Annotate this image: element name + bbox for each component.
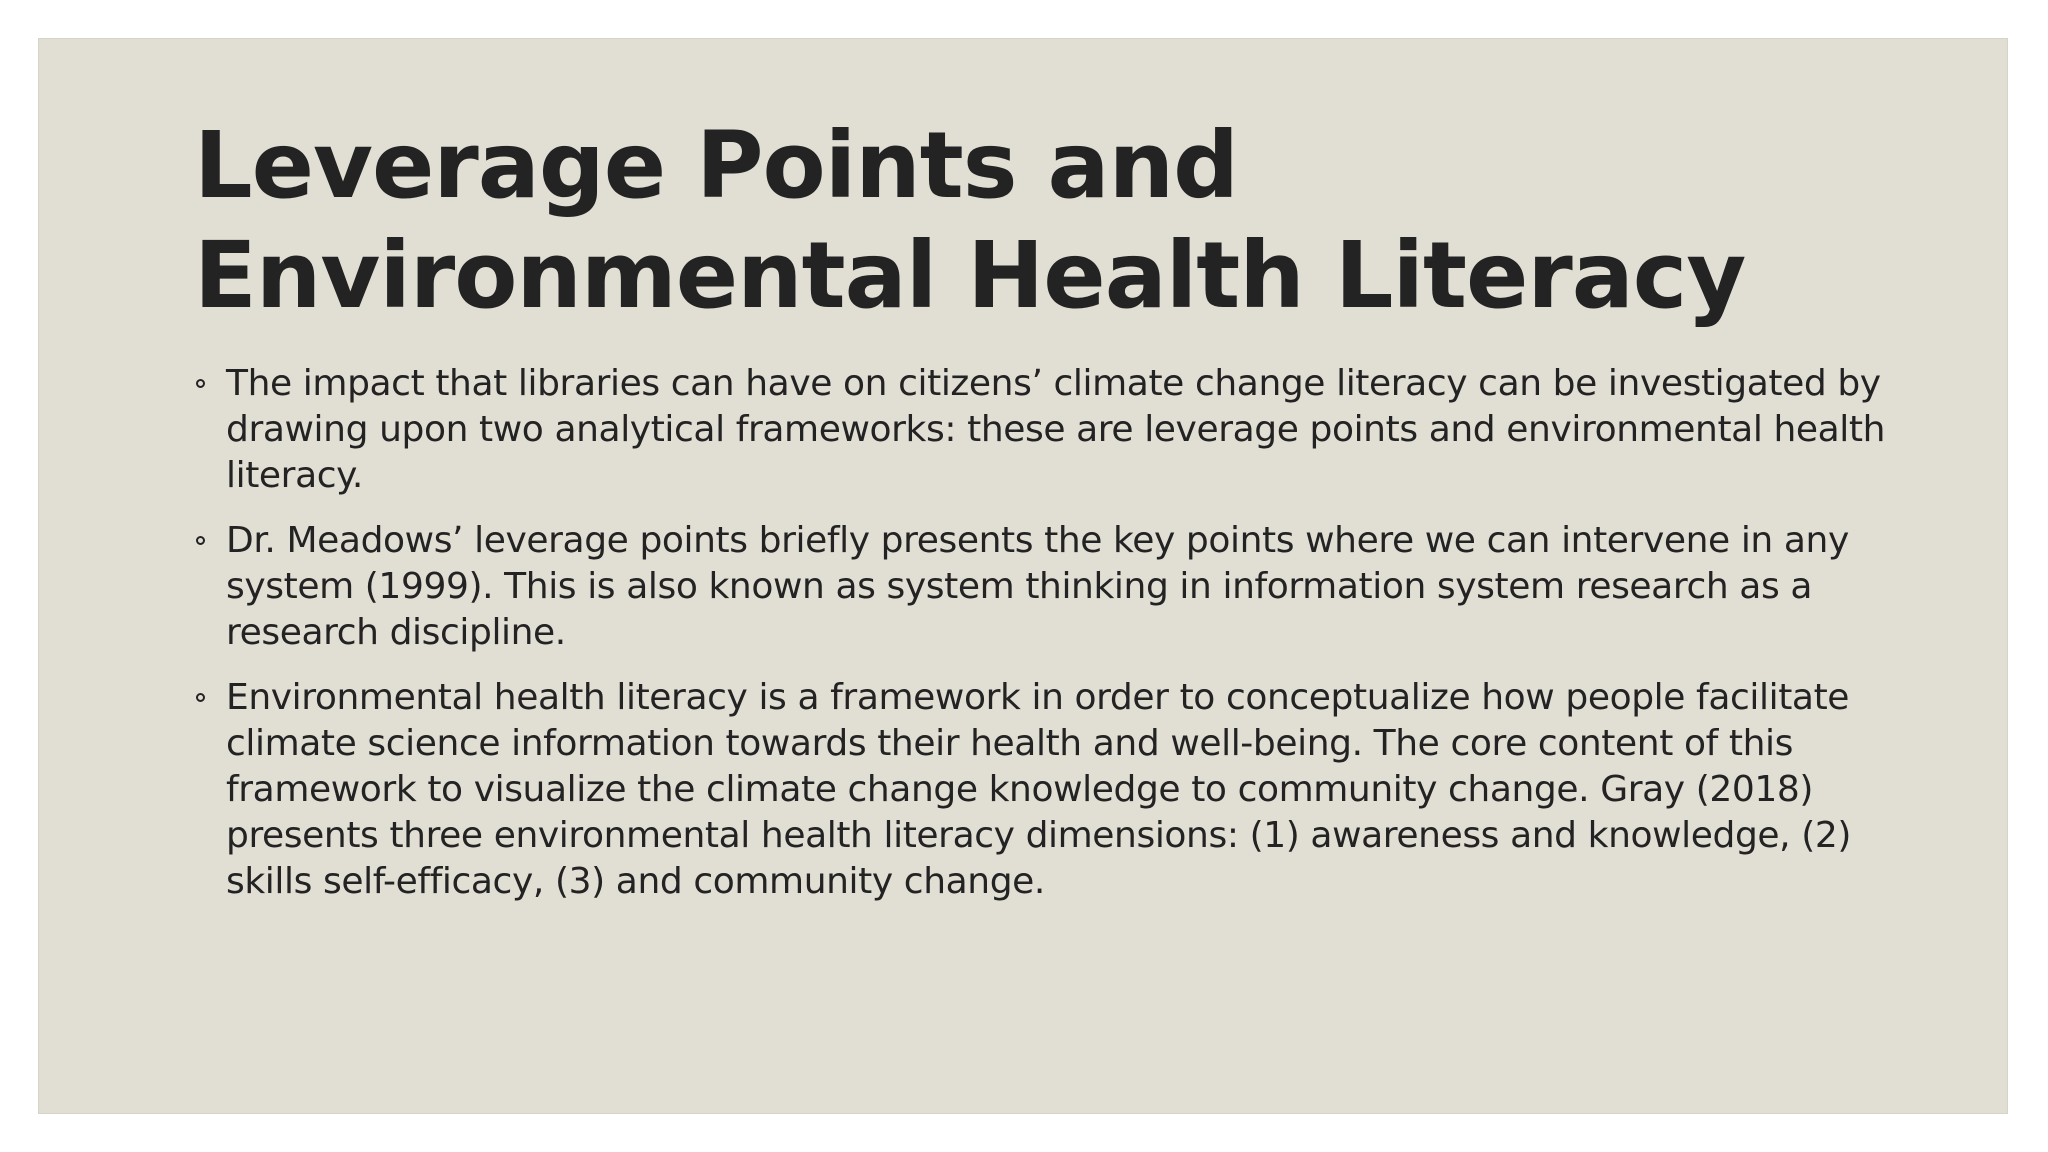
bullet-text: Environmental health literacy is a framework in order to conceptualize how people facilitate climate science information towards their health and well-being. The core content of this framework to visualize the climate change knowledge to community change. Gray (2018) presents three environmental health literacy dimensions: (1) awareness and knowledge, (2) skills self-efficacy, (3) and community change. [226,677,1852,902]
bullet-circle-icon [196,536,205,545]
bullet-circle-icon [196,379,205,388]
bullet-item [194,675,1914,905]
bullet-item [194,518,1914,656]
slide-title-line-2: Environmental Health Literacy [194,222,1746,329]
bullet-item [194,361,1914,499]
bullet-circle-icon [196,693,205,702]
bullet-text: The impact that libraries can have on citizens’ climate change literacy can be investigated by drawing upon two analytical frameworks: these are leverage points and environmental health literacy. [226,363,1886,496]
slide-title-line-1: Leverage Points and [194,112,1238,219]
slide-title [194,111,1894,331]
bullet-text: Dr. Meadows’ leverage points briefly presents the key points where we can intervene in any system (1999). This is also known as system thinking in information system research as a research discipline. [226,520,1849,653]
bullet-list [194,361,1914,924]
slide [39,39,2007,1113]
